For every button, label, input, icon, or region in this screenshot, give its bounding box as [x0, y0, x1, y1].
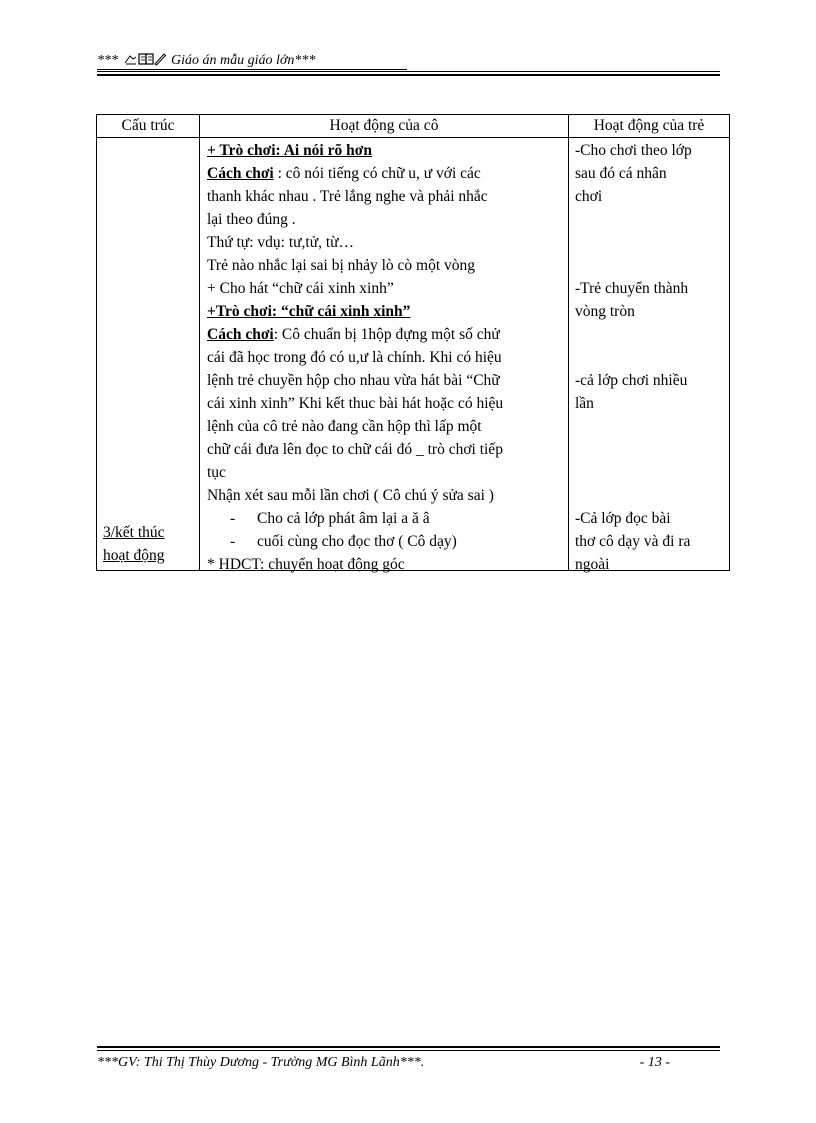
footer-rule-top [97, 1046, 720, 1048]
child-line: -cả lớp chơi nhiều [575, 372, 688, 389]
text-line: tục [207, 464, 226, 481]
bullet-dash: - [230, 510, 236, 527]
text-line: Nhận xét sau mỗi lần chơi ( Cô chú ý sửa sai ) [207, 487, 494, 504]
page-footer [97, 1055, 720, 1071]
text-line: Trẻ nào nhắc lại sai bị nhảy lò cò một vòng [207, 257, 476, 274]
table-row [97, 138, 730, 571]
bullet-item: cuối cùng cho đọc thơ ( Cô dạy) [257, 533, 457, 550]
how-to-play-label-2: Cách chơi [207, 326, 274, 343]
child-line: chơi [575, 188, 603, 205]
how-to-play-text-1: : cô nói tiếng có chữ u, ư với các [273, 165, 481, 182]
text-line: lệnh của cô trẻ nào đang cần hộp thì lấp một [207, 418, 482, 435]
how-to-play-2 [207, 323, 500, 346]
structure-line-2: hoạt động [103, 547, 165, 564]
game-title-1: + Trò chơi: Ai nói rõ hơn [207, 142, 372, 159]
page-number: - 13 - [639, 1055, 670, 1070]
how-to-play-label-1: Cách chơi [207, 165, 274, 182]
bullet-item: Cho cả lớp phát âm lại a ă â [257, 510, 430, 527]
header-title: Giáo án mẫu giáo lớn*** [171, 53, 316, 68]
table-header-row [97, 115, 730, 138]
child-line: -Cho chơi theo lớp [575, 142, 692, 159]
child-line: ngoài [575, 556, 610, 573]
text-line: chữ cái đưa lên đọc to chữ cái đó _ trò chơi tiếp [207, 441, 503, 458]
how-to-play-1 [207, 162, 481, 185]
child-line: thơ cô dạy và đi ra [575, 533, 691, 550]
header-rule-top [97, 71, 720, 72]
child-activity-cell [569, 138, 730, 571]
text-line: Thứ tự: vdụ: tư,tử, từ… [207, 234, 355, 251]
text-line: * HDCT: chuyển hoạt động góc [207, 556, 405, 573]
bullet-dash: - [230, 533, 236, 550]
teacher-activity-cell [200, 138, 569, 571]
how-to-play-text-2: : Cô chuẩn bị 1hộp đựng một số chử [273, 326, 500, 343]
text-line: cái xinh xinh” Khi kết thuc bài hát hoặc có hiệu [207, 395, 504, 412]
text-line: cái đã học trong đó có u,ư là chính. Khi có hiệu [207, 349, 502, 366]
text-line: lệnh trẻ chuyền hộp cho nhau vừa hát bài “Chữ [207, 372, 500, 389]
text-line: lại theo đúng . [207, 211, 296, 228]
header-hoat-dong-co: Hoạt động của cô [200, 115, 569, 138]
child-line: vòng tròn [575, 303, 635, 320]
structure-line-1: 3/kết thúc [103, 524, 165, 541]
footer-rule-bottom [97, 1050, 720, 1051]
child-line: -Cả lớp đọc bài [575, 510, 671, 527]
child-line: -Trẻ chuyển thành [575, 280, 689, 297]
header-hoat-dong-tre: Hoạt động của trẻ [569, 115, 730, 138]
text-line: + Cho hát “chữ cái xinh xinh” [207, 280, 394, 297]
header-cau-truc: Cấu trúc [97, 115, 200, 138]
game-title-2: +Trò chơi: “chữ cái xinh xinh” [207, 303, 411, 320]
text-line: thanh khác nhau . Trẻ lắng nghe và phải nhắc [207, 188, 488, 205]
header-underline [97, 69, 407, 70]
header-prefix: *** [97, 53, 118, 68]
structure-cell [97, 138, 200, 571]
child-line: lần [575, 395, 594, 412]
footer-author: ***GV: Thi Thị Thùy Dương - Trường MG Bình Lãnh***. [97, 1055, 425, 1070]
lesson-table [96, 114, 730, 571]
child-line: sau đó cá nhân [575, 165, 667, 182]
header-rule-bottom [97, 74, 720, 76]
